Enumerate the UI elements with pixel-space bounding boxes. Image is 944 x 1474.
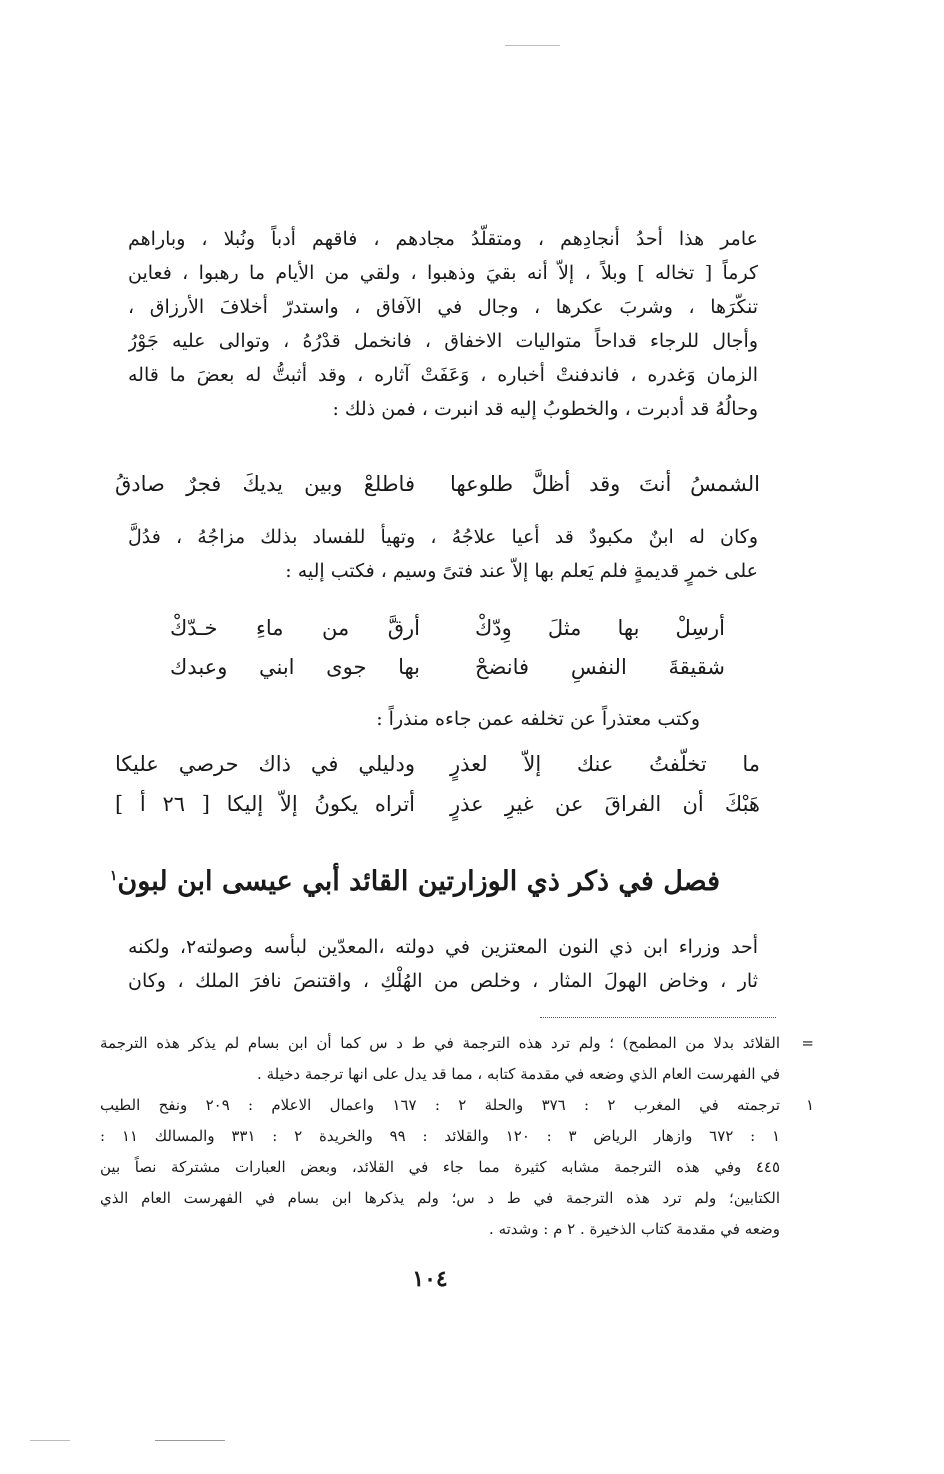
text-line: وحالُهُ قد أدبرت ، والخطوبُ إليه قد انبرت ، فمن ذلك :	[332, 398, 758, 420]
footnote-line: ١ : ٦٧٢ وازهار الرياض ٣ : ١٢٠ والقلائد : ٩٩ والخريدة ٢ : ٣٣١ والمسالك ١١ :	[100, 1127, 781, 1145]
verse-line	[115, 472, 760, 510]
footnote-ref: ١	[109, 868, 118, 884]
text-line: وأجال للرجاء قداحاً متواليات الاخفاق ، فانخمل قدْرُهُ ، وتوالى عليه جَوْرُ	[128, 330, 758, 352]
footnote-line: ٤٤٥ وفي هذه الترجمة مشابه كثيرة مما جاء في القلائد، وبعض العبارات مشتركة نصاً بين	[100, 1158, 780, 1176]
section-heading	[109, 866, 720, 897]
paragraph-intro	[128, 222, 758, 426]
text-line: عامر هذا أحدُ أنجادِهم ، ومتقلّدُ مجادهم ، فاقهم أدباً ونُبلا ، وباراهم	[128, 228, 758, 250]
text-line: على خمرٍ قديمةٍ فلم يَعلم بها إلاّ عند فتىً وسيم ، فكتب إليه :	[285, 560, 758, 582]
text-line: تنكّرَها ، وشربَ عكرها ، وجال في الآفاق ، واستدرّ أخلافَ الأرزاق ،	[128, 296, 758, 318]
verse-second-hemistich: فاطلعْ وبين يديكَ فجرٌ صادقُ	[115, 472, 415, 496]
verse-line	[170, 616, 725, 654]
verse-second-hemistich: ودليلي في ذاك حرصي عليكا	[115, 752, 415, 776]
scan-artifact	[155, 1440, 225, 1441]
verse-first-hemistich: ما تخلّفتُ عنك إلاّ لعذرٍ	[450, 752, 760, 776]
verse-second-hemistich: بها جوى ابني وعبدك	[170, 655, 420, 679]
text-line: وكتب معتذراً عن تخلفه عمن جاءه منذراً :	[376, 708, 700, 730]
footnote-line: القلائد بدلا من المطمح) ؛ ولم ترد هذه الترجمة في ط د س كما أن ابن بسام لم يذكر هذه الترجمة	[100, 1034, 780, 1052]
scan-artifact	[505, 45, 560, 46]
footnote-line: ترجمته في المغرب ٢ : ٣٧٦ والحلة ٢ : ١٦٧ واعمال الاعلام : ٢٠٩ ونفح الطيب	[100, 1096, 781, 1114]
footnote-line: وضعه في مقدمة كتاب الذخيرة . ٢ م : وشدته .	[489, 1220, 780, 1238]
verse-first-hemistich: الشمسُ أنتَ وقد أظلَّ طلوعها	[450, 472, 760, 496]
paragraph-excuse	[300, 702, 700, 736]
verse-first-hemistich: شقيقةَ النفسِ فانضحْ	[475, 655, 725, 679]
verse-first-hemistich: أرسِلْ بها مثلَ وِدّكْ	[475, 616, 725, 640]
verse-line	[170, 655, 725, 693]
verse-second-hemistich: أتراه يكونُ إلاّ إليكا [ ٢٦ أ ]	[115, 792, 415, 816]
text-line: وكان له ابنٌ مكبودٌ قد أعيا علاجُهُ ، وتهيأ للفساد بذلك مزاجُهُ ، فدُلَّ	[128, 526, 758, 548]
text-line: أحد وزراء ابن ذي النون المعتزين في دولته ،المعدّين لبأسه وصولته٢، ولكنه	[128, 936, 758, 958]
heading-text: فصل في ذكر ذي الوزارتين القائد أبي عيسى ابن لبون	[117, 866, 720, 897]
verse-second-hemistich: أرقَّ من ماءِ خـدّكْ	[170, 616, 420, 640]
footnote-marker: =	[801, 1034, 814, 1052]
text-line: الزمان وَغدره ، فاندفنتْ أخباره ، وَعَفَتْ آثاره ، وقد أثبتُّ له بعضَ ما قاله	[128, 364, 758, 386]
footnote-separator	[540, 1017, 776, 1018]
verse-first-hemistich: هَبْكَ أن الفراقَ عن غيرِ عذرٍ	[450, 792, 760, 816]
scan-artifact	[30, 1440, 70, 1441]
footnotes	[100, 1028, 814, 1245]
verse-line	[115, 752, 760, 790]
page-number: ١٠٤	[412, 1266, 448, 1292]
footnote-marker: ١	[805, 1096, 814, 1114]
paragraph-son	[128, 520, 758, 588]
verse-line	[115, 792, 760, 830]
footnote-line: الكتابين؛ ولم ترد هذه الترجمة في ط د س؛ ولم يذكرها ابن بسام في الفهرست العام الذي	[100, 1189, 780, 1207]
text-line: ثار ، وخاض الهولَ المثار ، وخلص من الهُلْكِ ، واقتنصَ نافرَ الملك ، وكان	[128, 970, 758, 992]
paragraph-biography	[128, 930, 758, 998]
text-line: كرماً [ تخاله ] وبلاً ، إلاّ أنه بقيَ وذهبوا ، ولقي من الأيام ما رهبوا ، فعاين	[128, 262, 758, 284]
footnote-line: في الفهرست العام الذي وضعه في مقدمة كتابه ، مما قد يدل على انها ترجمة دخيلة .	[257, 1065, 780, 1083]
